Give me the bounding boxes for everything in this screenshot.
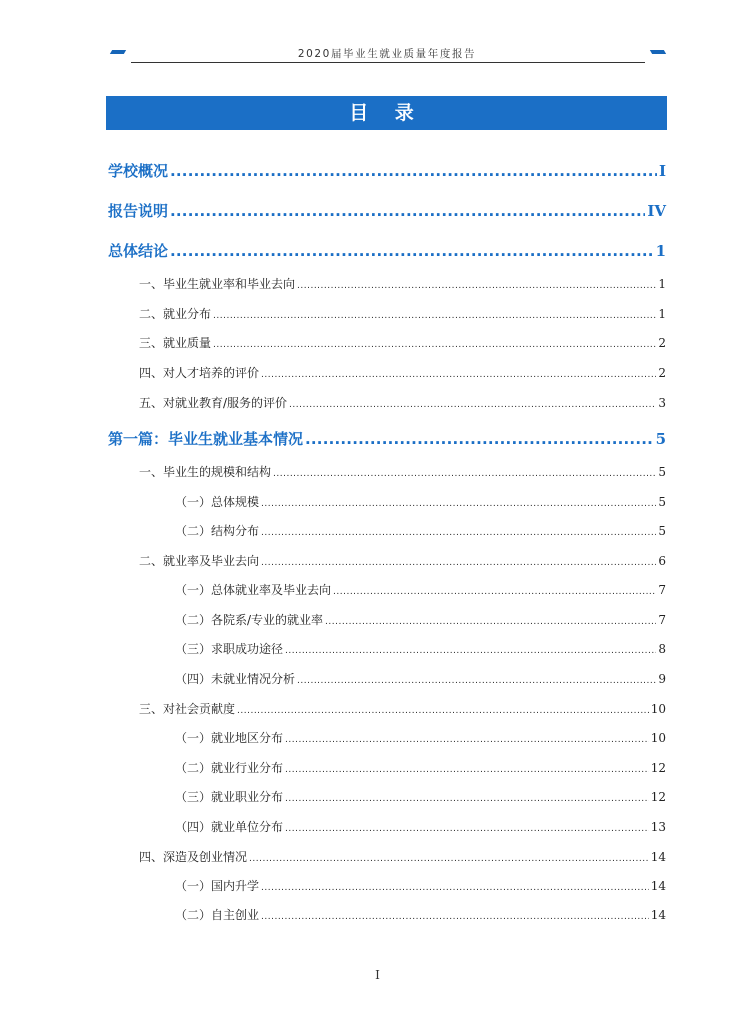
toc-entry[interactable] [175, 729, 666, 746]
toc-entry-page: 14 [650, 850, 666, 864]
toc-entry-page: 12 [650, 790, 666, 804]
toc-entry-label: 二、就业分布 [139, 307, 212, 321]
toc-entry-label: 三、就业质量 [139, 336, 212, 350]
toc-entry[interactable] [139, 700, 666, 717]
toc-entry-label: 五、对就业教育/服务的评价 [139, 396, 288, 410]
toc-entry-page: 5 [658, 524, 666, 538]
toc-leader-dots [261, 366, 656, 380]
toc-leader-dots [285, 790, 649, 804]
toc-entry-page: 14 [650, 879, 666, 893]
toc-leader-dots [285, 731, 649, 745]
toc-entry[interactable] [175, 493, 666, 510]
toc-entry-page: IV [647, 202, 666, 220]
toc-entry-label: （二）各院系/专业的就业率 [175, 613, 324, 627]
toc-entry[interactable] [108, 240, 666, 261]
toc-leader-dots [170, 202, 645, 220]
toc-entry-page: I [658, 162, 666, 180]
toc-entry-label: （四）未就业情况分析 [175, 672, 296, 686]
toc-entry-page: 2 [658, 336, 666, 350]
toc-leader-dots [273, 465, 656, 479]
toc-entry-label: 总体结论 [108, 242, 169, 260]
toc-entry[interactable] [175, 670, 666, 687]
toc-leader-dots [285, 820, 649, 834]
toc-entry-label: 学校概况 [108, 162, 169, 180]
toc-leader-dots [261, 524, 656, 538]
toc-entry-page: 7 [658, 583, 666, 597]
toc-entry-label: （二）自主创业 [175, 908, 260, 922]
page-number: I [375, 968, 380, 982]
toc-leader-dots [261, 554, 656, 568]
toc-entry[interactable] [139, 463, 666, 480]
toc-entry-page: 14 [650, 908, 666, 922]
toc-entry-page: 2 [658, 366, 666, 380]
toc-entry-label: （三）就业职业分布 [175, 790, 284, 804]
toc-leader-dots [285, 761, 649, 775]
toc-leader-dots [237, 702, 649, 716]
toc-entry-label: 四、对人才培养的评价 [139, 366, 260, 380]
toc-entry-label: 一、毕业生就业率和毕业去向 [139, 277, 296, 291]
toc-leader-dots [297, 277, 656, 291]
toc-leader-dots [170, 162, 657, 180]
toc-leader-dots [249, 850, 649, 864]
toc-leader-dots [285, 642, 656, 656]
toc-entry-page: 1 [658, 307, 666, 321]
toc-entry[interactable] [139, 552, 666, 569]
toc-entry-label: （一）总体就业率及毕业去向 [175, 583, 332, 597]
toc-entry-label: （一）就业地区分布 [175, 731, 284, 745]
toc-entry-label: 四、深造及创业情况 [139, 850, 248, 864]
toc-entry-page: 13 [650, 820, 666, 834]
toc-entry-page: 8 [658, 642, 666, 656]
toc-entry-page: 5 [655, 430, 666, 448]
toc-leader-dots [170, 242, 654, 260]
toc-entry[interactable] [175, 818, 666, 835]
toc-entry-label: 二、就业率及毕业去向 [139, 554, 260, 568]
toc-entry[interactable] [139, 334, 666, 351]
toc-leader-dots [305, 430, 654, 448]
toc-entry-page: 1 [658, 277, 666, 291]
toc-entry-page: 7 [658, 613, 666, 627]
toc-entry-page: 10 [650, 702, 666, 716]
toc-entry[interactable] [108, 200, 666, 221]
toc-entry-page: 10 [650, 731, 666, 745]
toc-entry-label: （三）求职成功途径 [175, 642, 284, 656]
toc-leader-dots [261, 908, 649, 922]
toc-entry-label: 报告说明 [108, 202, 169, 220]
toc-entry[interactable] [175, 522, 666, 539]
toc-entry[interactable] [175, 611, 666, 628]
header-accent-right [650, 50, 666, 54]
toc-leader-dots [325, 613, 656, 627]
toc-entry-label: （二）就业行业分布 [175, 761, 284, 775]
running-header [111, 44, 663, 66]
toc-leader-dots [261, 495, 656, 509]
toc-entry[interactable] [139, 305, 666, 322]
toc-leader-dots [261, 879, 649, 893]
toc-entry[interactable] [139, 364, 666, 381]
toc-entry[interactable] [108, 160, 666, 181]
toc-entry[interactable] [175, 759, 666, 776]
toc-entry[interactable] [108, 428, 666, 449]
toc-entry[interactable] [175, 640, 666, 657]
toc-leader-dots [289, 396, 656, 410]
toc-entry-label: （二）结构分布 [175, 524, 260, 538]
toc-heading: 目 录 [106, 96, 667, 130]
toc-entry[interactable] [175, 581, 666, 598]
toc-entry[interactable] [175, 788, 666, 805]
toc-entry[interactable] [175, 877, 666, 894]
header-rule [131, 62, 645, 63]
toc-entry-page: 5 [658, 465, 666, 479]
toc-entry-label: （四）就业单位分布 [175, 820, 284, 834]
header-title: 2020届毕业生就业质量年度报告 [297, 48, 477, 60]
toc-entry[interactable] [139, 394, 666, 411]
toc-entry[interactable] [139, 848, 666, 865]
toc-leader-dots [213, 336, 656, 350]
toc-entry-page: 6 [658, 554, 666, 568]
toc-entry[interactable] [139, 275, 666, 292]
toc-entry[interactable] [175, 906, 666, 923]
toc-leader-dots [297, 672, 656, 686]
toc-entry-page: 5 [658, 495, 666, 509]
toc-entry-label: （一）总体规模 [175, 495, 260, 509]
toc-leader-dots [333, 583, 656, 597]
toc-entry-label: （一）国内升学 [175, 879, 260, 893]
toc-entry-page: 1 [655, 242, 666, 260]
toc-entry-page: 12 [650, 761, 666, 775]
toc-entry-label: 一、毕业生的规模和结构 [139, 465, 272, 479]
toc-leader-dots [213, 307, 656, 321]
toc-entry-page: 3 [658, 396, 666, 410]
toc-entry-label: 第一篇：毕业生就业基本情况 [108, 430, 304, 448]
toc-entry-label: 三、对社会贡献度 [139, 702, 236, 716]
toc-entry-page: 9 [658, 672, 666, 686]
